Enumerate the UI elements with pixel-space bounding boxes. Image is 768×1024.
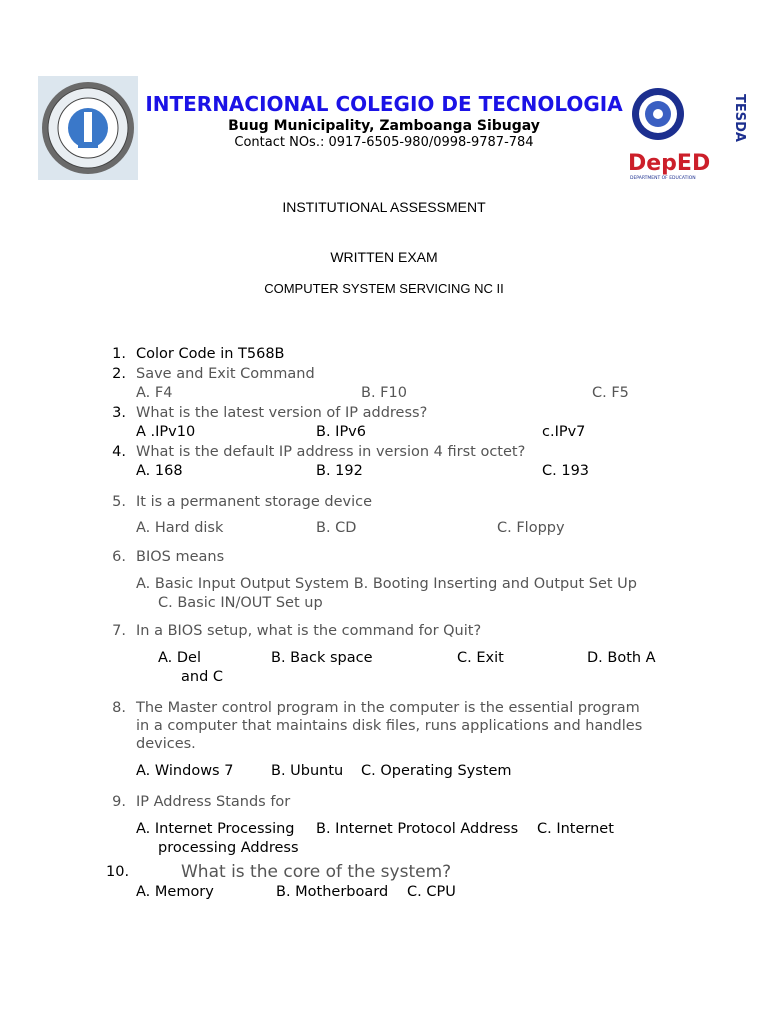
question-text-line: in a computer that maintains disk files, runs applications and handles bbox=[136, 718, 643, 734]
option: C. F5 bbox=[592, 385, 629, 401]
option: C. Internet bbox=[537, 821, 614, 837]
question-number: 4. bbox=[112, 444, 126, 460]
deped-logo-text: DepED bbox=[628, 151, 711, 176]
option: C. Exit bbox=[457, 650, 504, 666]
option: B. Motherboard bbox=[276, 884, 389, 900]
question-text: What is the default IP address in version 4 first octet? bbox=[136, 444, 526, 460]
option: A. 168 bbox=[136, 463, 183, 479]
option: B. CD bbox=[316, 520, 357, 536]
question-text: It is a permanent storage device bbox=[136, 494, 373, 510]
option: and C bbox=[181, 669, 224, 685]
question-number: 3. bbox=[112, 405, 126, 421]
option: B. Ubuntu bbox=[271, 763, 344, 779]
question-text: IP Address Stands for bbox=[136, 794, 291, 810]
question-number: 8. bbox=[112, 700, 126, 716]
question-number: 1. bbox=[112, 346, 126, 362]
option: C. 193 bbox=[542, 463, 590, 479]
option: D. Both A bbox=[587, 650, 656, 666]
school-address: Buug Municipality, Zamboanga Sibugay bbox=[228, 118, 540, 134]
option: B. 192 bbox=[316, 463, 363, 479]
assessment-title: INSTITUTIONAL ASSESSMENT bbox=[282, 199, 486, 215]
question-text: What is the latest version of IP address? bbox=[136, 405, 428, 421]
question-text-line: devices. bbox=[136, 736, 196, 752]
option: A. Memory bbox=[136, 884, 214, 900]
option: A. Del bbox=[158, 650, 201, 666]
tesda-logo-text: TESDA bbox=[732, 94, 747, 142]
option: A .IPv10 bbox=[136, 424, 196, 440]
option: processing Address bbox=[158, 840, 299, 856]
exam-title: WRITTEN EXAM bbox=[330, 249, 438, 265]
question-text: Save and Exit Command bbox=[136, 366, 315, 382]
option: C. CPU bbox=[407, 884, 456, 900]
option: A. F4 bbox=[136, 385, 173, 401]
option: A. Basic Input Output System B. Booting Inserting and Output Set Up bbox=[136, 576, 637, 592]
question-number: 5. bbox=[112, 494, 126, 510]
question-text: In a BIOS setup, what is the command for Quit? bbox=[136, 623, 482, 639]
question-text: Color Code in T568B bbox=[136, 346, 285, 362]
school-contact: Contact NOs.: 0917-6505-980/0998-9787-784 bbox=[234, 135, 534, 150]
question-text: The Master control program in the computer is the essential program bbox=[136, 700, 640, 716]
option: A. Windows 7 bbox=[136, 763, 234, 779]
school-name: INTERNACIONAL COLEGIO DE TECNOLOGIA bbox=[145, 92, 623, 116]
option: B. Back space bbox=[271, 650, 373, 666]
question-text: BIOS means bbox=[136, 549, 225, 565]
option: c.IPv7 bbox=[542, 424, 586, 440]
question-number: 7. bbox=[112, 623, 126, 639]
option: C. Basic IN/OUT Set up bbox=[158, 595, 323, 611]
question-number: 10. bbox=[106, 864, 130, 880]
question-number: 9. bbox=[112, 794, 126, 810]
option: C. Floppy bbox=[497, 520, 565, 536]
deped-subtext: DEPARTMENT OF EDUCATION bbox=[630, 176, 696, 181]
question-text: What is the core of the system? bbox=[181, 862, 452, 882]
option: B. F10 bbox=[361, 385, 407, 401]
option: B. IPv6 bbox=[316, 424, 366, 440]
course-title: COMPUTER SYSTEM SERVICING NC II bbox=[264, 281, 504, 296]
option: A. Hard disk bbox=[136, 520, 224, 536]
option: B. Internet Protocol Address bbox=[316, 821, 519, 837]
option: A. Internet Processing bbox=[136, 821, 295, 837]
option: C. Operating System bbox=[361, 763, 512, 779]
question-number: 2. bbox=[112, 366, 126, 382]
question-number: 6. bbox=[112, 549, 126, 565]
